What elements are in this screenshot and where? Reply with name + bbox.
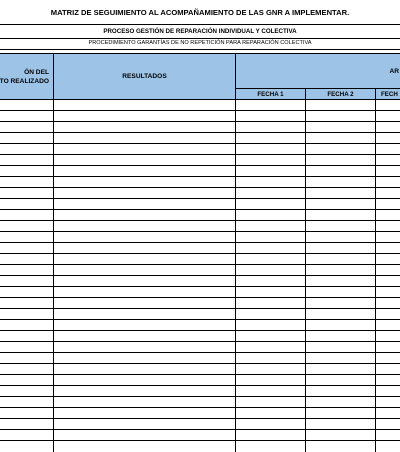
- table-row: [0, 198, 400, 209]
- table-row: [0, 110, 400, 121]
- header-accion-line2: TO REALIZADO: [0, 77, 49, 85]
- table-row: [0, 440, 400, 451]
- table-row: [0, 308, 400, 319]
- table-row: [0, 176, 400, 187]
- table-row: [0, 132, 400, 143]
- table-row: [0, 231, 400, 242]
- table-row: [0, 297, 400, 308]
- cell-accion[interactable]: [0, 441, 53, 452]
- table-row: [0, 253, 400, 264]
- sheet-title: MATRIZ DE SEGUIMIENTO AL ACOMPAÑAMIENTO DE LAS GNR A IMPLEMENTAR.: [50, 8, 350, 17]
- table-row: [0, 209, 400, 220]
- header-accion-line1: ÓN DEL: [24, 68, 49, 76]
- table-row: [0, 154, 400, 165]
- table-row: [0, 121, 400, 132]
- cell-fecha-1[interactable]: [235, 441, 305, 452]
- table-row: [0, 220, 400, 231]
- cell-fecha-3[interactable]: [375, 441, 400, 452]
- table-row: [0, 374, 400, 385]
- table-row: [0, 429, 400, 440]
- data-grid: [0, 99, 400, 450]
- table-row: [0, 165, 400, 176]
- header-fecha-3[interactable]: FECH: [375, 88, 400, 99]
- header-fecha-1[interactable]: FECHA 1: [235, 88, 305, 99]
- header-fecha-2[interactable]: FECHA 2: [305, 88, 375, 99]
- cell-resultados[interactable]: [53, 441, 235, 452]
- table-row: [0, 341, 400, 352]
- table-row: [0, 396, 400, 407]
- table-row: [0, 418, 400, 429]
- table-row: [0, 275, 400, 286]
- table-row: [0, 330, 400, 341]
- table-row: [0, 242, 400, 253]
- header-accion[interactable]: [0, 53, 53, 99]
- table-row: [0, 264, 400, 275]
- procedure-title: PROCEDIMIENTO GARANTÍAS DE NO REPETICIÓN PARA REPARACIÓN COLECTIVA: [0, 37, 400, 50]
- table-row: [0, 363, 400, 374]
- table-row: [0, 143, 400, 154]
- header-ar[interactable]: AR: [235, 53, 400, 88]
- header-resultados[interactable]: RESULTADOS: [53, 53, 235, 99]
- table-row: [0, 187, 400, 198]
- process-title: PROCESO GESTIÓN DE REPARACIÓN INDIVIDUAL Y COLECTIVA: [0, 24, 400, 39]
- table-row: [0, 319, 400, 330]
- table-row: [0, 385, 400, 396]
- table-row: [0, 286, 400, 297]
- cell-fecha-2[interactable]: [305, 441, 375, 452]
- table-row: [0, 407, 400, 418]
- table-row: [0, 99, 400, 110]
- table-row: [0, 352, 400, 363]
